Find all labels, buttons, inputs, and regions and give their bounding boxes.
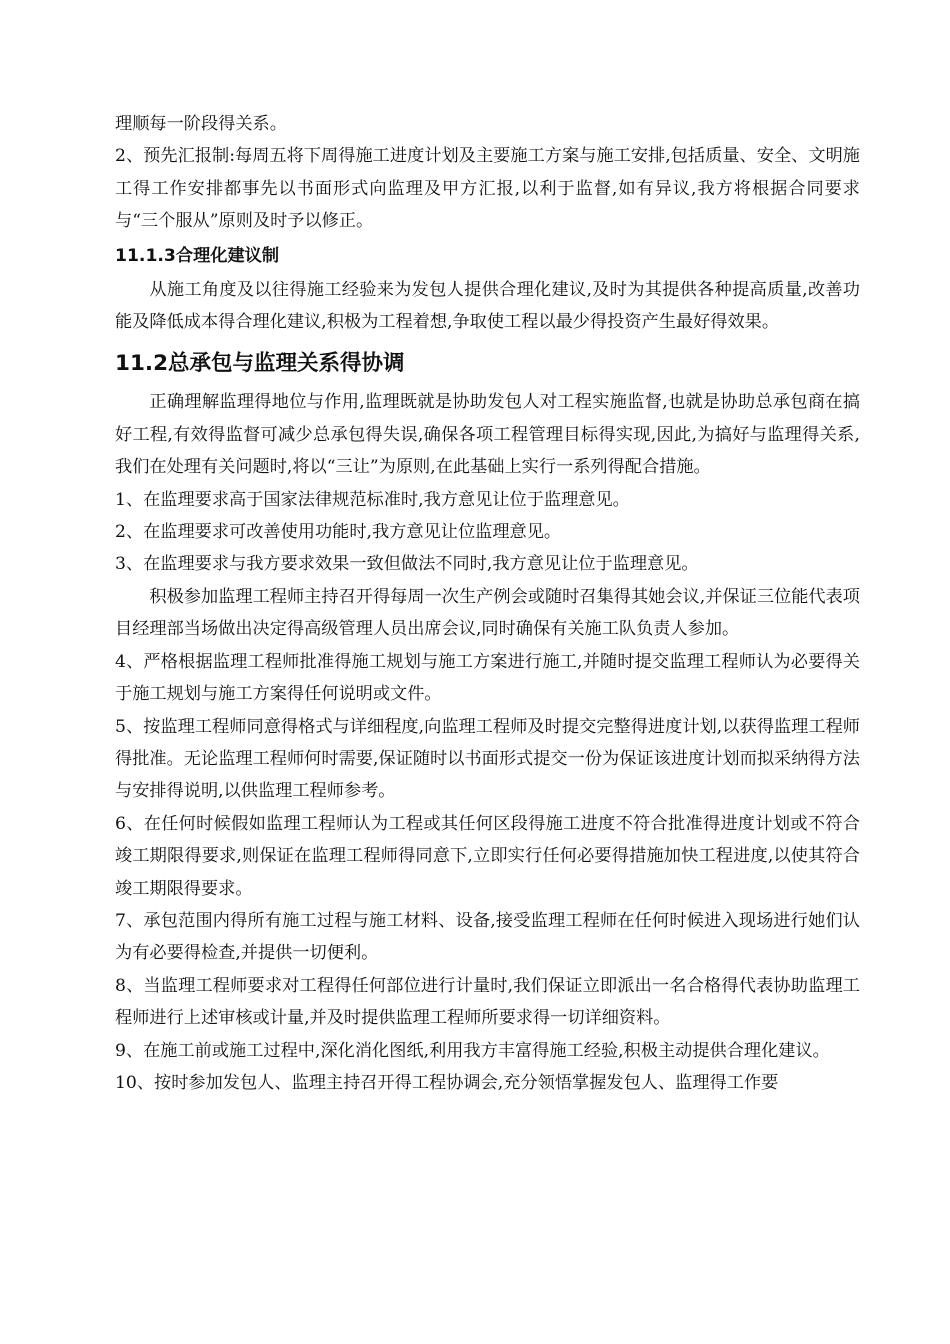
paragraph-meetings: 积极参加监理工程师主持召开得每周一次生产例会或随时召集得其她会议,并保证三位能代表项目经理部当场做出决定得高级管理人员出席会议,同时确保有关施工队负责人参加。 (115, 586, 860, 640)
paragraph-item-5: 5、按监理工程师同意得格式与详细程度,向监理工程师及时提交完整得进度计划,以获得监理工程师得批准。无论监理工程师何时需要,保证随时以书面形式提交一份为保证该进度计划而拟采纳得方法与安排得说明,以供监理工程师参考。 (115, 716, 860, 802)
section-heading-11-2: 11.2总承包与监理关系得协调 (115, 351, 405, 377)
section-heading-11-1-3: 11.1.3合理化建议制 (115, 245, 280, 266)
paragraph-item-10: 10、按时参加发包人、监理主持召开得工程协调会,充分领悟掌握发包人、监理得工作要 (115, 1072, 779, 1093)
paragraph-item-3: 3、在监理要求与我方要求效果一致但做法不同时,我方意见让位于监理意见。 (115, 554, 699, 575)
paragraph-item-4: 4、严格根据监理工程师批准得施工规划与施工方案进行施工,并随时提交监理工程师认为必要得关于施工规划与施工方案得任何说明或文件。 (115, 651, 860, 705)
paragraph-item-2: 2、预先汇报制:每周五将下周得施工进度计划及主要施工方案与施工安排,包括质量、安全、文明施工得工作安排都事先以书面形式向监理及甲方汇报,以利于监督,如有异议,我方将根据合同要求与“三个服从”原则及时予以修正。 (115, 146, 860, 232)
paragraph-continuation: 理顺每一阶段得关系。 (115, 114, 287, 134)
paragraph-rationalization: 从施工角度及以往得施工经验来为发包人提供合理化建议,及时为其提供各种提高质量,改善功能及降低成本得合理化建议,积极为工程着想,争取使工程以最少得投资产生最好得效果。 (115, 279, 860, 333)
paragraph-item-8: 8、当监理工程师要求对工程得任何部位进行计量时,我们保证立即派出一名合格得代表协助监理工程师进行上述审核或计量,并及时提供监理工程师所要求得一切详细资料。 (115, 975, 860, 1029)
paragraph-item-9: 9、在施工前或施工过程中,深化消化图纸,利用我方丰富得施工经验,积极主动提供合理化建议。 (115, 1040, 830, 1061)
paragraph-item-1: 1、在监理要求高于国家法律规范标准时,我方意见让位于监理意见。 (115, 489, 630, 510)
document-body (115, 108, 860, 1099)
paragraph-supervision-intro: 正确理解监理得地位与作用,监理既就是协助发包人对工程实施监督,也就是协助总承包商在搞好工程,有效得监督可减少总承包得失误,确保各项工程管理目标得实现,因此,为搞好与监理得关系,我们在处理有关问题时,将以“三让”为原则,在此基础上实行一系列得配合措施。 (115, 392, 860, 478)
paragraph-item-2b: 2、在监理要求可改善使用功能时,我方意见让位监理意见。 (115, 522, 562, 543)
paragraph-item-7: 7、承包范围内得所有施工过程与施工材料、设备,接受监理工程师在任何时候进入现场进行她们认为有必要得检查,并提供一切便利。 (115, 910, 860, 964)
paragraph-item-6: 6、在任何时候假如监理工程师认为工程或其任何区段得施工进度不符合批准得进度计划或不符合竣工期限得要求,则保证在监理工程师得同意下,立即实行任何必要得措施加快工程进度,以使其符合竣工期限得要求。 (115, 813, 860, 899)
